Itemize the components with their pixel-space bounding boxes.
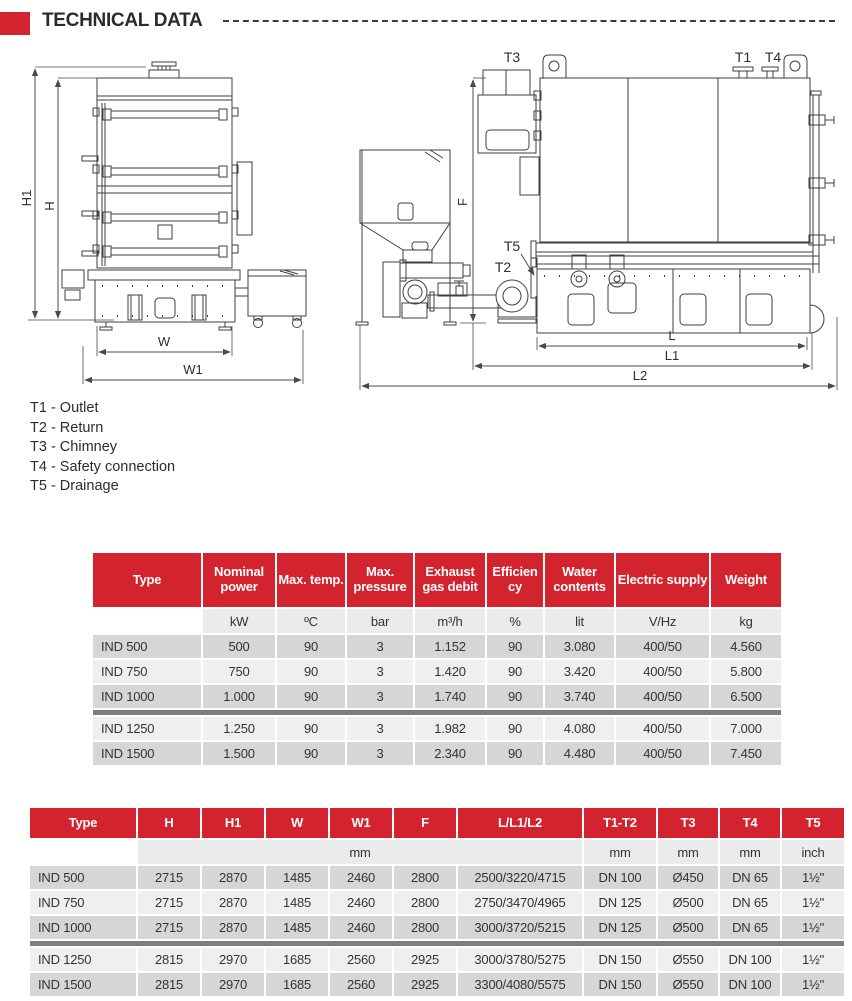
t2-cell: 1½": [782, 973, 844, 996]
t2-cell: 2500/3220/4715: [458, 866, 582, 889]
legend-item-t1: T1 - Outlet: [30, 400, 99, 416]
t1-cell: 4.480: [545, 742, 614, 765]
ash-container: [248, 270, 306, 328]
t1-row-type: IND 1000: [93, 685, 201, 708]
t2-cell: 3000/3780/5275: [458, 948, 582, 971]
t1-cell: 7.450: [711, 742, 781, 765]
dim-label-f: F: [455, 198, 470, 206]
t1-row-type: IND 1250: [93, 717, 201, 740]
table-separator-bar: [30, 941, 844, 946]
t1-unit-kg: kg: [711, 609, 781, 633]
t1-cell: 90: [487, 742, 543, 765]
burner-fan: [428, 280, 536, 323]
t2-cell: 1½": [782, 948, 844, 971]
t2-cell: DN 125: [584, 891, 656, 914]
t2-cell: 2925: [394, 973, 456, 996]
t2-cell: 2815: [138, 948, 200, 971]
t1-cell: 1.152: [415, 635, 485, 658]
t2-cell: 1½": [782, 866, 844, 889]
legend-item-t4: T4 - Safety connection: [30, 458, 176, 475]
t2-cell: Ø500: [658, 891, 718, 914]
t2-header-w: W: [266, 808, 328, 838]
t2-cell: 2925: [394, 948, 456, 971]
t1-unit-lit: lit: [545, 609, 614, 633]
t2-cell: 2870: [202, 866, 264, 889]
t1-cell: 1.740: [415, 685, 485, 708]
label-t2: T2: [494, 259, 512, 275]
t2-cell: DN 100: [584, 866, 656, 889]
legend-item-t2: T2 - Return: [30, 419, 104, 436]
t2-header-t5: T5: [782, 808, 844, 838]
t2-cell: 3300/4080/5575: [458, 973, 582, 996]
t2-cell: DN 100: [720, 973, 780, 996]
t1-cell: 3.740: [545, 685, 614, 708]
tube-deck: [531, 241, 819, 267]
t2-cell: 2560: [330, 948, 392, 971]
t1-header-exhaust-gas-debit: Exhaust gas debit: [415, 553, 485, 607]
t2-cell: 2970: [202, 973, 264, 996]
t1-cell: 3: [347, 742, 413, 765]
table-separator-bar: [93, 710, 781, 715]
t1-cell: 90: [277, 717, 345, 740]
t1-cell: 90: [277, 742, 345, 765]
legend-item-t5: T5 - Drainage: [30, 478, 119, 494]
connection-legend: [30, 399, 175, 497]
t2-header-h: H: [138, 808, 200, 838]
t1-cell: 3: [347, 685, 413, 708]
boiler-side-base: [537, 255, 824, 333]
title-accent-square: [0, 12, 30, 35]
t1-header-weight: Weight: [711, 553, 781, 607]
t2-cell: 2460: [330, 916, 392, 939]
chimney: [478, 70, 539, 195]
t1-header-electric-supply: Electric supply: [616, 553, 709, 607]
side-view-drawing: [340, 45, 852, 395]
t2-cell: 1485: [266, 866, 328, 889]
t1-cell: 1.500: [203, 742, 275, 765]
boiler-side-body: [534, 55, 810, 242]
t1-cell: 3.080: [545, 635, 614, 658]
page-title: TECHNICAL DATA: [42, 10, 203, 31]
front-dimensions-horizontal: [83, 326, 303, 384]
t2-unit-t3-mm: mm: [658, 840, 718, 864]
t1-cell: 400/50: [616, 717, 709, 740]
performance-table: [93, 553, 781, 765]
t2-cell: DN 125: [584, 916, 656, 939]
t1-cell: 1.250: [203, 717, 275, 740]
t1-header-max-pressure: Max. pressure: [347, 553, 413, 607]
boiler-base: [62, 270, 248, 330]
t1-row-type: IND 750: [93, 660, 201, 683]
t1-unit-percent: %: [487, 609, 543, 633]
t2-cell: DN 65: [720, 916, 780, 939]
t2-cell: DN 150: [584, 948, 656, 971]
t2-cell: 2815: [138, 973, 200, 996]
t1-header-water-contents: Water contents: [545, 553, 614, 607]
t1-cell: 4.560: [711, 635, 781, 658]
front-view-drawing: [18, 48, 318, 398]
t2-row-type: IND 1000: [30, 916, 136, 939]
t1-cell: 90: [277, 635, 345, 658]
t2-cell: 2460: [330, 866, 392, 889]
t1-unit-vhz: V/Hz: [616, 609, 709, 633]
t2-row-type: IND 1500: [30, 973, 136, 996]
t2-unit-t4-mm: mm: [720, 840, 780, 864]
t1-cell: 3: [347, 717, 413, 740]
t2-cell: 1485: [266, 891, 328, 914]
t1-row-type: IND 500: [93, 635, 201, 658]
label-t1: T1: [734, 49, 752, 65]
t1-cell: 90: [487, 685, 543, 708]
t2-cell: 2800: [394, 866, 456, 889]
t1-cell: 750: [203, 660, 275, 683]
t1-cell: 500: [203, 635, 275, 658]
t1-unit-kw: kW: [203, 609, 275, 633]
t1-header-efficiency: Efficiency: [487, 553, 543, 607]
tube-bars: [93, 108, 238, 257]
t2-cell: 2800: [394, 916, 456, 939]
title-dotted-rule: [223, 20, 835, 22]
t2-header-t3: T3: [658, 808, 718, 838]
t2-cell: DN 65: [720, 866, 780, 889]
t2-header-type: Type: [30, 808, 136, 838]
label-t5: T5: [503, 238, 521, 254]
t1-cell: 1.982: [415, 717, 485, 740]
t1-cell: 90: [487, 660, 543, 683]
t1-cell: 90: [277, 660, 345, 683]
t1-header-type: Type: [93, 553, 201, 607]
t2-unit-t5-inch: inch: [782, 840, 844, 864]
t2-cell: DN 100: [720, 948, 780, 971]
dim-label-w1: W1: [183, 362, 203, 377]
t1-cell: 90: [487, 635, 543, 658]
t2-cell: Ø450: [658, 866, 718, 889]
t2-header-h1: H1: [202, 808, 264, 838]
t2-cell: 2460: [330, 891, 392, 914]
t1-cell: 400/50: [616, 685, 709, 708]
t1-row-type: IND 1500: [93, 742, 201, 765]
t1-cell: 3: [347, 660, 413, 683]
t2-cell: 2800: [394, 891, 456, 914]
t2-cell: Ø550: [658, 973, 718, 996]
pellet-hopper: [356, 150, 470, 325]
t1-cell: 2.340: [415, 742, 485, 765]
t1-unit-m3h: m³/h: [415, 609, 485, 633]
t2-cell: 2560: [330, 973, 392, 996]
t2-row-type: IND 750: [30, 891, 136, 914]
t1-cell: 3: [347, 635, 413, 658]
t2-cell: DN 150: [584, 973, 656, 996]
label-t4: T4: [764, 49, 782, 65]
t2-cell: 1685: [266, 973, 328, 996]
t2-cell: 1485: [266, 916, 328, 939]
dim-label-l1: L1: [664, 348, 680, 363]
dim-label-l: L: [668, 328, 676, 343]
t2-cell: 2870: [202, 916, 264, 939]
t2-cell: 1685: [266, 948, 328, 971]
label-t3: T3: [503, 49, 521, 65]
t2-unit-mm-span: mm: [138, 840, 582, 864]
t2-cell: Ø550: [658, 948, 718, 971]
dim-label-h1: H1: [19, 189, 34, 207]
dim-label-l2: L2: [632, 368, 648, 383]
t1-unit-celsius: ºC: [277, 609, 345, 633]
t1-header-nominal-power: Nominal power: [203, 553, 275, 607]
dim-label-w: W: [157, 334, 171, 349]
t2-header-f: F: [394, 808, 456, 838]
t1-unit-bar: bar: [347, 609, 413, 633]
t1-cell: 90: [277, 685, 345, 708]
t1-cell: 7.000: [711, 717, 781, 740]
t2-cell: 2750/3470/4965: [458, 891, 582, 914]
t2-header-t4: T4: [720, 808, 780, 838]
dim-label-h: H: [42, 201, 57, 211]
side-dimensions-horizontal: [360, 317, 837, 390]
t2-header-t1-t2: T1-T2: [584, 808, 656, 838]
t1-cell: 5.800: [711, 660, 781, 683]
t1-cell: 400/50: [616, 635, 709, 658]
t2-cell: DN 65: [720, 891, 780, 914]
t1-cell: 400/50: [616, 742, 709, 765]
t1-cell: 90: [487, 717, 543, 740]
t1-cell: 4.080: [545, 717, 614, 740]
t2-row-type: IND 1250: [30, 948, 136, 971]
t2-cell: 2715: [138, 891, 200, 914]
t2-cell: 2870: [202, 891, 264, 914]
t1-cell: 3.420: [545, 660, 614, 683]
t1-cell: 400/50: [616, 660, 709, 683]
dimensions-table: [30, 808, 844, 996]
t2-cell: 3000/3720/5215: [458, 916, 582, 939]
t2-cell: Ø500: [658, 916, 718, 939]
t2-cell: 1½": [782, 916, 844, 939]
boiler-front-body: [97, 62, 252, 268]
t2-unit-t1t2-mm: mm: [584, 840, 656, 864]
t2-row-type: IND 500: [30, 866, 136, 889]
t1-cell: 1.420: [415, 660, 485, 683]
t2-header-w1: W1: [330, 808, 392, 838]
t2-header-l-l1-l2: L/L1/L2: [458, 808, 582, 838]
legend-item-t3: T3 - Chimney: [30, 439, 118, 455]
t1-cell: 6.500: [711, 685, 781, 708]
t1-header-max-temp: Max. temp.: [277, 553, 345, 607]
t2-cell: 2715: [138, 916, 200, 939]
side-pipe-and-handles: [82, 103, 105, 266]
t2-cell: 1½": [782, 891, 844, 914]
t2-cell: 2970: [202, 948, 264, 971]
t1-cell: 1.000: [203, 685, 275, 708]
t2-cell: 2715: [138, 866, 200, 889]
